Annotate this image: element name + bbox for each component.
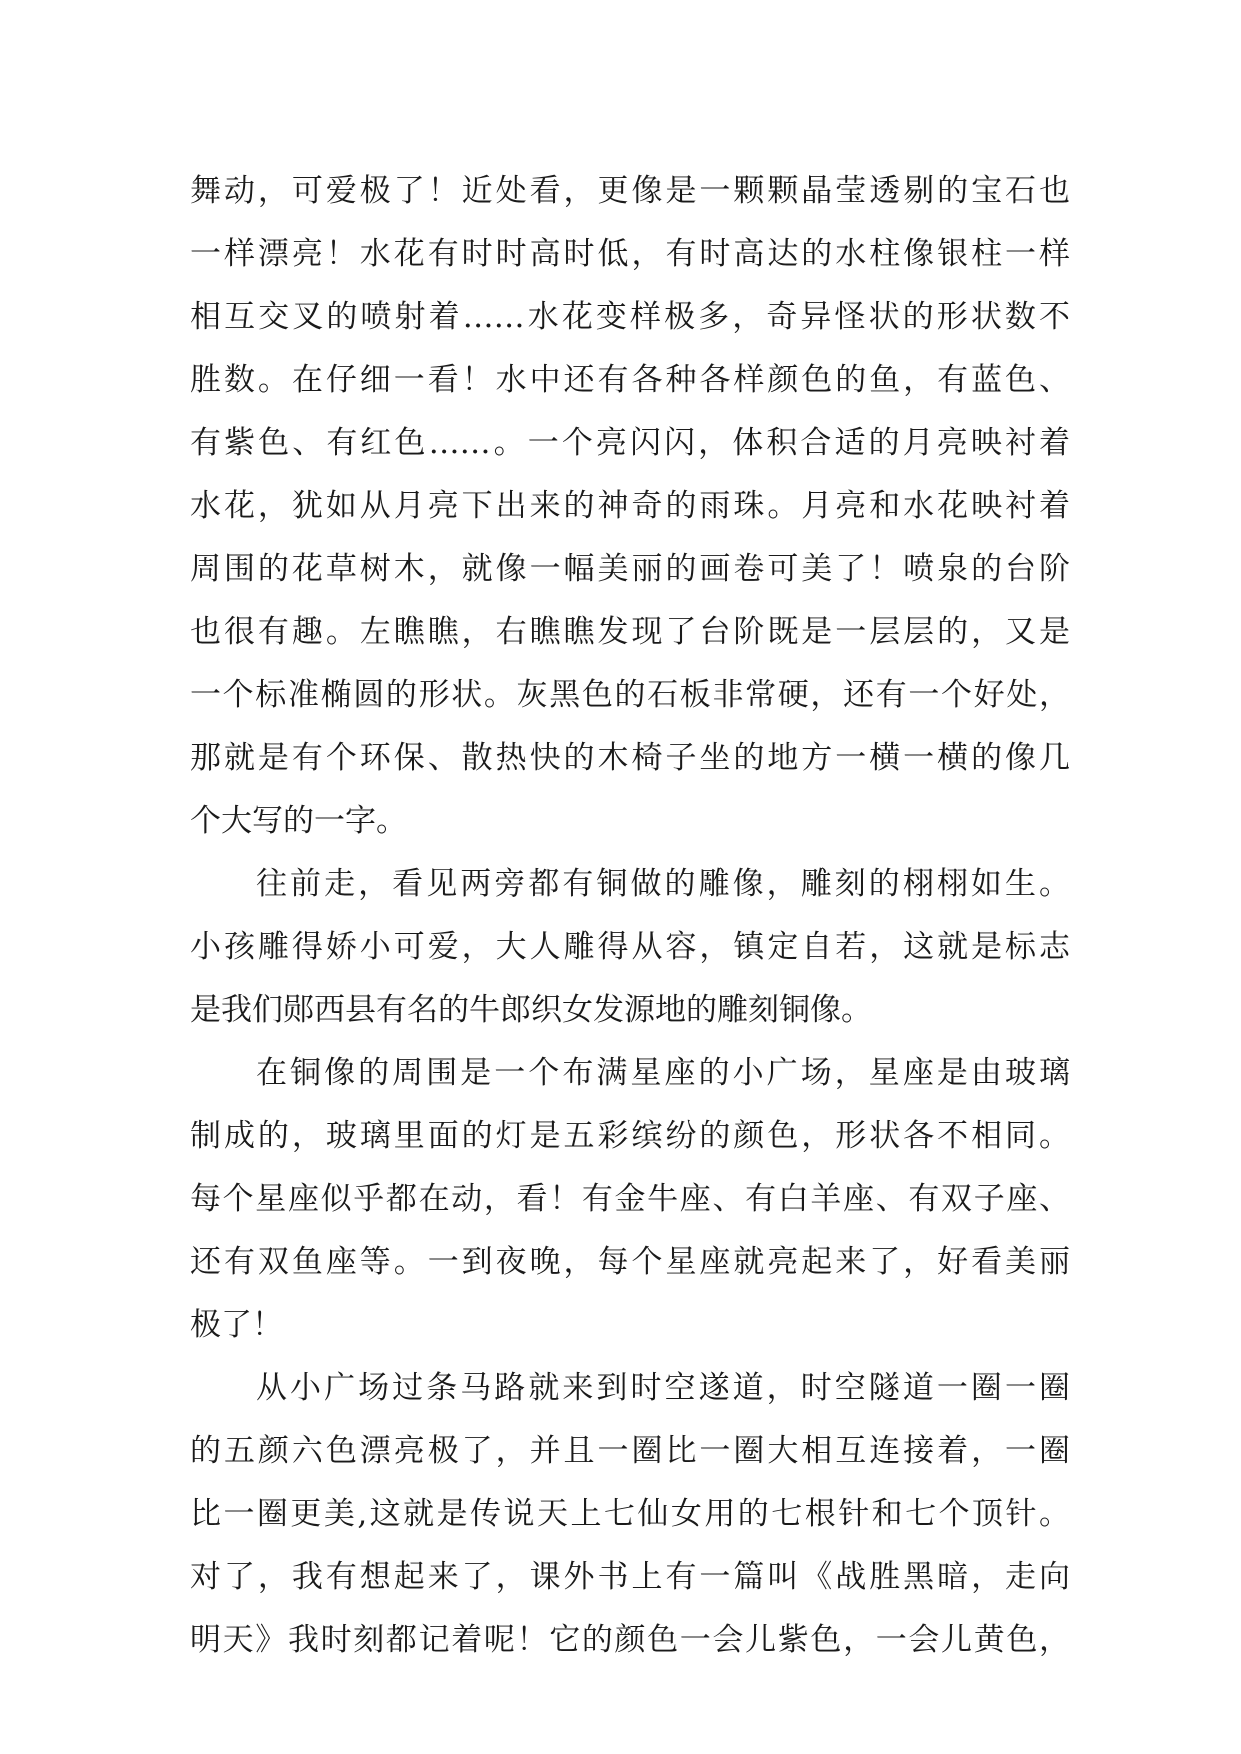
text-line: 一样漂亮！水花有时时高时低，有时高达的水柱像银柱一样	[190, 236, 1070, 272]
text-line: 相互交叉的喷射着……水花变样极多，奇异怪状的形状数不	[190, 299, 1070, 335]
text-line: 也很有趣。左瞧瞧，右瞧瞧发现了台阶既是一层层的，又是	[190, 614, 1070, 650]
body-text	[190, 160, 1070, 1672]
text-line: 那就是有个环保、散热快的木椅子坐的地方一横一横的像几	[190, 740, 1070, 776]
text-line: 的五颜六色漂亮极了，并且一圈比一圈大相互连接着，一圈	[190, 1433, 1070, 1469]
text-line: 是我们郧西县有名的牛郎织女发源地的雕刻铜像。	[190, 992, 872, 1028]
text-line: 往前走，看见两旁都有铜做的雕像，雕刻的栩栩如生。	[256, 866, 1070, 902]
text-line: 在铜像的周围是一个布满星座的小广场，星座是由玻璃	[256, 1055, 1070, 1091]
text-line: 个大写的一字。	[190, 803, 407, 839]
text-line: 周围的花草树木，就像一幅美丽的画卷可美了！喷泉的台阶	[190, 551, 1070, 587]
text-line: 舞动，可爱极了！近处看，更像是一颗颗晶莹透剔的宝石也	[190, 173, 1070, 209]
text-line: 胜数。在仔细一看！水中还有各种各样颜色的鱼，有蓝色、	[190, 362, 1070, 398]
text-line: 制成的，玻璃里面的灯是五彩缤纷的颜色，形状各不相同。	[190, 1118, 1070, 1154]
text-line: 对了，我有想起来了，课外书上有一篇叫《战胜黑暗，走向	[190, 1559, 1070, 1595]
text-line: 比一圈更美,这就是传说天上七仙女用的七根针和七个顶针。	[190, 1496, 1070, 1532]
text-line: 小孩雕得娇小可爱，大人雕得从容，镇定自若，这就是标志	[190, 929, 1070, 965]
text-line: 每个星座似乎都在动，看！有金牛座、有白羊座、有双子座、	[190, 1181, 1070, 1217]
text-line: 有紫色、有红色……。一个亮闪闪，体积合适的月亮映衬着	[190, 425, 1070, 461]
text-line: 还有双鱼座等。一到夜晚，每个星座就亮起来了，好看美丽	[190, 1244, 1070, 1280]
text-line: 水花，犹如从月亮下出来的神奇的雨珠。月亮和水花映衬着	[190, 488, 1070, 524]
text-line: 极了！	[190, 1307, 283, 1343]
text-line: 从小广场过条马路就来到时空遂道，时空隧道一圈一圈	[256, 1370, 1070, 1406]
text-line: 明天》我时刻都记着呢！它的颜色一会儿紫色，一会儿黄色，	[190, 1622, 1070, 1658]
text-line: 一个标准椭圆的形状。灰黑色的石板非常硬，还有一个好处，	[190, 677, 1070, 713]
